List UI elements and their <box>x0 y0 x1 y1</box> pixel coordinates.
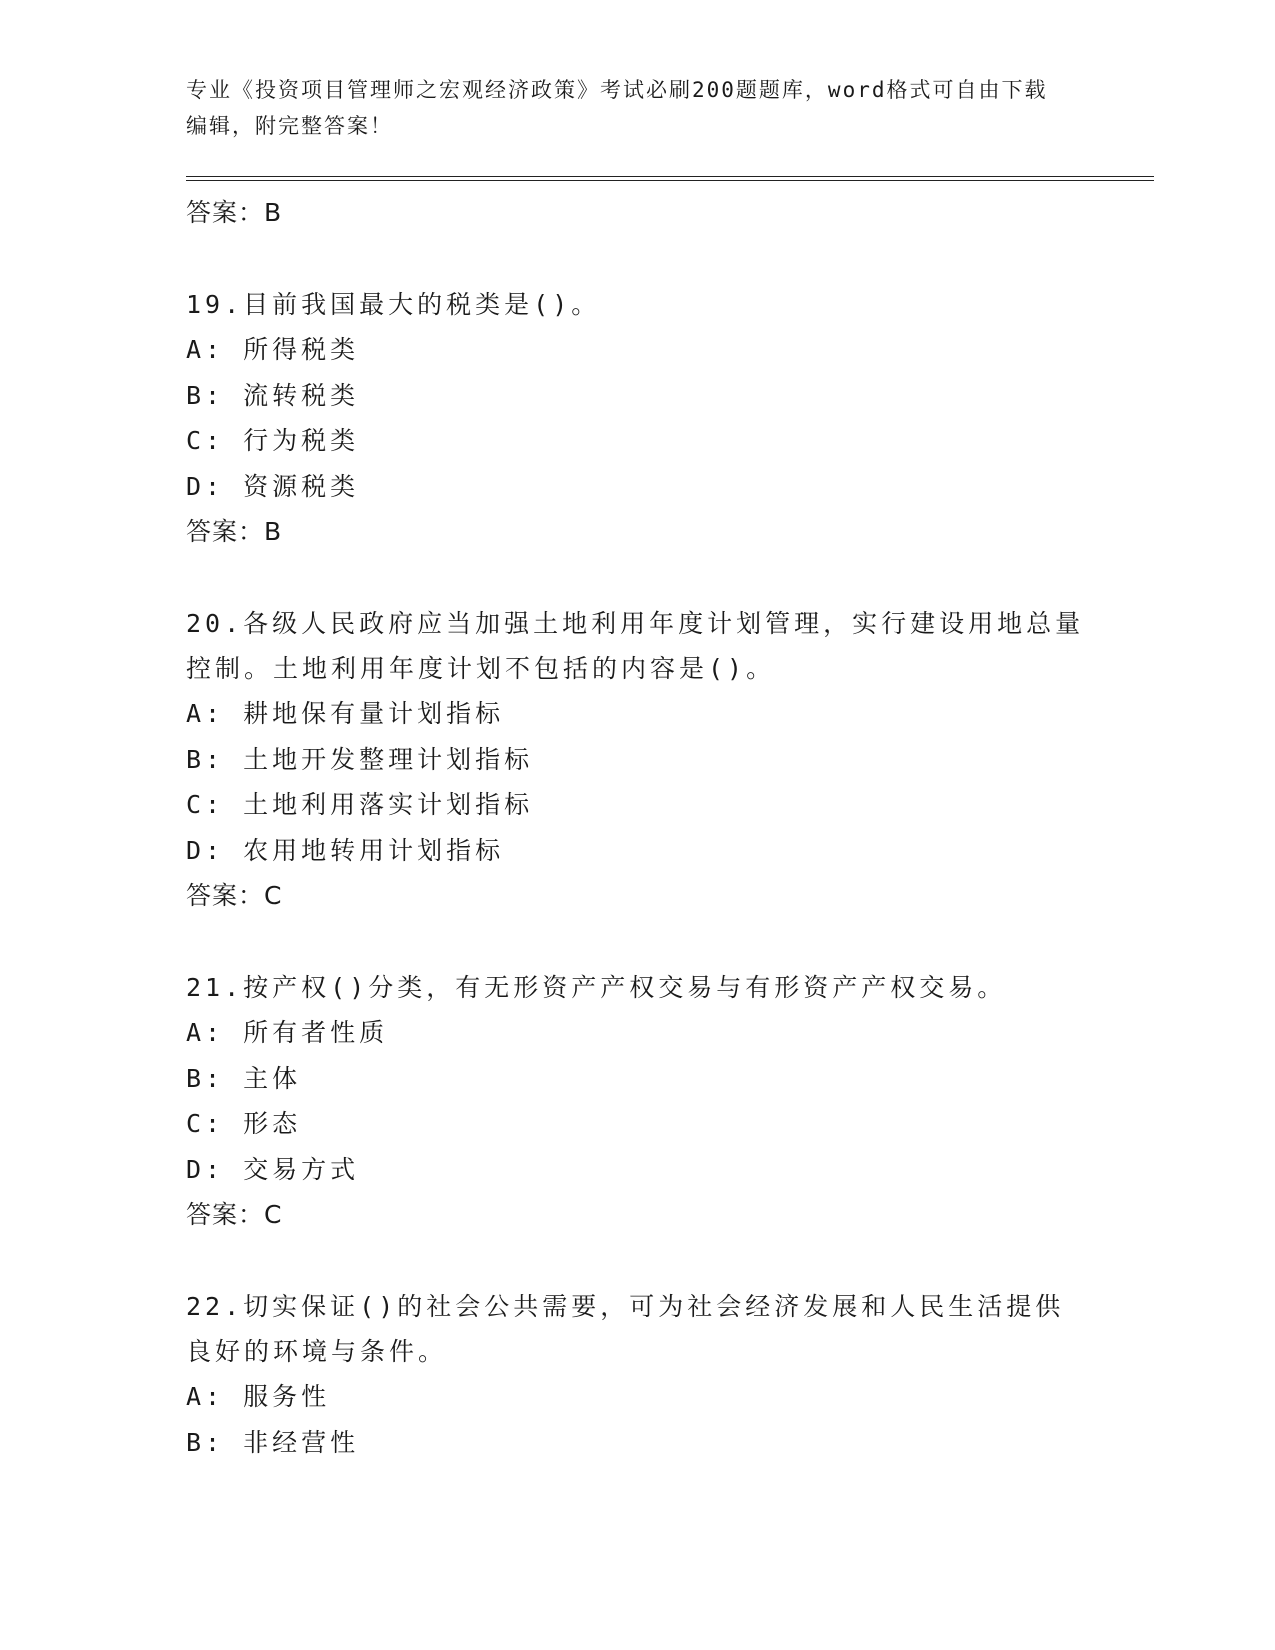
answer-line: 答案：B <box>186 198 283 227</box>
answer-line: 答案：B <box>186 517 283 546</box>
option-b: B: 非经营性 <box>186 1427 360 1457</box>
option-d: D: 交易方式 <box>186 1154 360 1184</box>
option-c: C: 形态 <box>186 1109 302 1138</box>
option-a: A: 服务性 <box>186 1382 331 1411</box>
option-c: C: 土地利用落实计划指标 <box>186 790 534 819</box>
question-stem: 19.目前我国最大的税类是()。 <box>186 290 601 319</box>
question-list <box>186 190 1086 1465</box>
option-d: D: 农用地转用计划指标 <box>186 835 505 865</box>
option-b: B: 土地开发整理计划指标 <box>186 744 534 774</box>
question-stem: 21.按产权()分类，有无形资产产权交易与有形资产产权交易。 <box>186 973 1007 1002</box>
option-d: D: 资源税类 <box>186 471 360 501</box>
option-a: A: 所有者性质 <box>186 1018 389 1047</box>
answer-line: 答案：C <box>186 1200 283 1229</box>
document-header: 专业《投资项目管理师之宏观经济政策》考试必刷200题题库，word格式可自由下载编辑，附完整答案！ <box>186 78 1048 138</box>
option-a: A: 所得税类 <box>186 335 360 364</box>
header-divider <box>186 176 1154 181</box>
option-b: B: 流转税类 <box>186 380 360 410</box>
question-stem: 20.各级人民政府应当加强土地利用年度计划管理，实行建设用地总量控制。土地利用年度计划不包括的内容是()。 <box>186 609 1085 683</box>
option-c: C: 行为税类 <box>186 426 360 455</box>
answer-line: 答案：C <box>186 881 283 910</box>
question-stem: 22.切实保证()的社会公共需要，可为社会经济发展和人民生活提供良好的环境与条件。 <box>186 1292 1065 1366</box>
option-a: A: 耕地保有量计划指标 <box>186 699 505 728</box>
option-b: B: 主体 <box>186 1063 302 1093</box>
